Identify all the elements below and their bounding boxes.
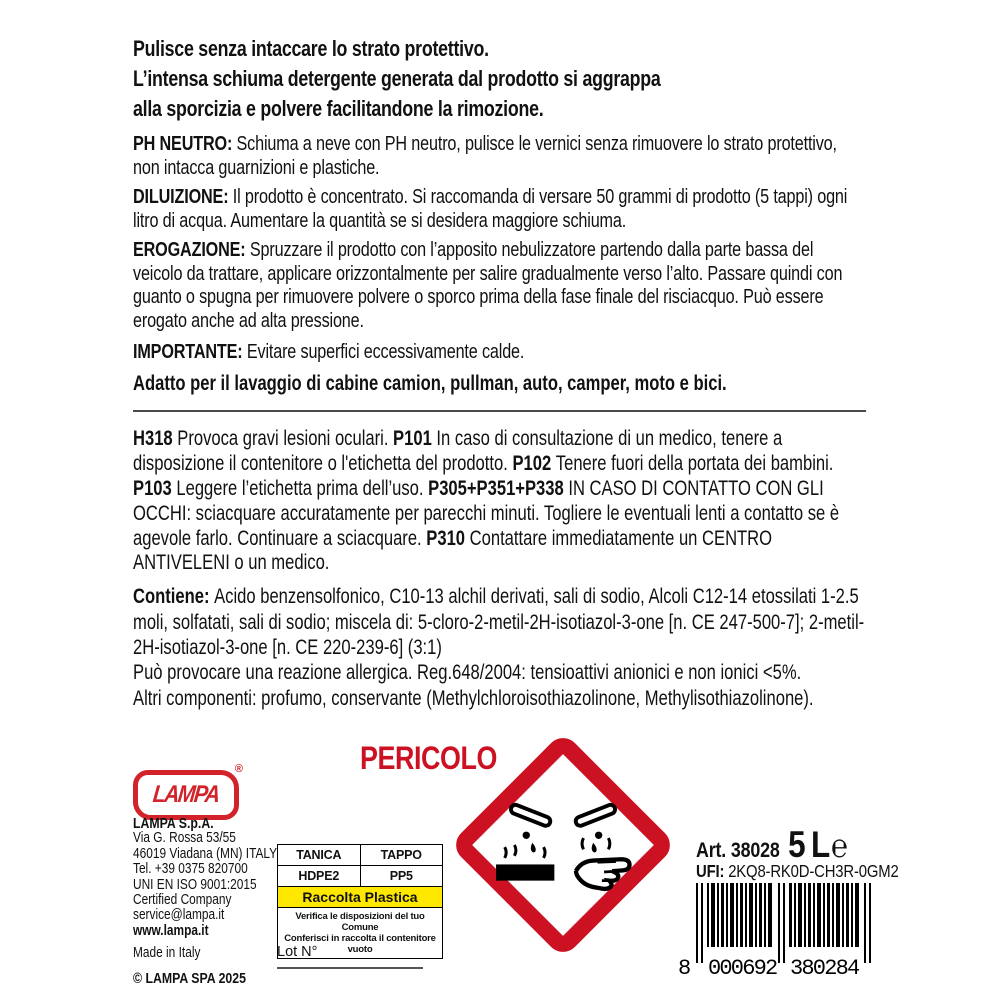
section-divider [133, 410, 866, 412]
barcode-digits-left: 000692 [708, 956, 777, 977]
company-iso: UNI EN ISO 9001:2015 [133, 876, 257, 893]
recycling-note-line-1: Verifica le disposizioni del tuo Comune [295, 911, 425, 933]
article-size-row [696, 824, 848, 866]
estimated-sign-icon: ℮ [831, 827, 848, 864]
lampa-logo-shape [133, 770, 239, 820]
recycling-note-line-2: Conferisci in raccolta il contenitore vuoto [284, 933, 436, 955]
ufi-value: 2KQ8-RK0D-CH3R-0GM2 [724, 861, 899, 881]
paragraph-importante: IMPORTANTE: Evitare superfici eccessivamente calde. [133, 339, 525, 363]
suitability-line: Adatto per il lavaggio di cabine camion, pullman, auto, camper, moto e bici. [133, 372, 727, 396]
net-volume: 5 L [788, 824, 829, 865]
recycling-header-row [278, 845, 442, 866]
paragraph-ph-neutro: PH NEUTRO: Schiuma a neve con PH neutro, pulisce le vernici senza rimuovere lo strato protettivo, non intacca guarnizioni e plastiche. [133, 132, 837, 179]
paragraph-erogazione: EROGAZIONE: Spruzzare il prodotto con l’apposito nebulizzatore partendo dalla parte bassa del veicolo da trattare, applicare orizzontalmente per salire gradualmente verso l’alto. Passare quindi con guanto o spugna per rimuovere polvere o sporco prima della fase finale del risciacquo. Può essere erogato anche ad alta pressione. [133, 237, 843, 332]
intro-line-1: Pulisce senza intaccare lo strato protettivo. [133, 36, 489, 61]
ufi-label: UFI: [696, 861, 725, 881]
allergy-line: Può provocare una reazione allergica. Reg.648/2004: tensioattivi anionici e non ionici <5%. [133, 661, 802, 685]
hazard-statements: H318 Provoca gravi lesioni oculari. P101 In caso di consultazione di un medico, tenere a disposizione il contenitore o l'etichetta del prodotto. P102 Tenere fuori della portata dei bambini. P103 Leggere l’etichetta prima dell’uso. P305+P351+P338 IN CASO DI CONTATTO CON GLI OCCHI: sciacquare accuratamente per parecchi minuti. Togliere le eventuali lenti a contatto se è agevole farlo. Continuare a sciacquare. P310 Contattare immediatamente un CENTRO ANTIVELENI o un medico. [133, 427, 840, 575]
paragraph-diluizione: DILUIZIONE: Il prodotto è concentrato. Si raccomanda di versare 50 grammi di prodotto (5 tappi) ogni litro di acqua. Aumentare la quantità se si desidera maggiore schiuma. [133, 185, 848, 233]
recycling-value-row [278, 866, 442, 887]
recycling-header-tappo: TAPPO [380, 848, 422, 862]
label-text-column [133, 34, 866, 711]
recycling-header-tanica: TANICA [278, 845, 361, 865]
recycling-table [277, 844, 443, 959]
lot-number-field [277, 944, 423, 969]
barcode-digit-lead: 8 [678, 956, 692, 977]
copyright-line: © LAMPA SPA 2025 [133, 969, 246, 987]
company-certified: Certified Company [133, 892, 232, 909]
lampa-logo-text: LAMPA [151, 781, 221, 808]
intro-claim [133, 34, 866, 124]
ghs05-corrosion-icon [455, 737, 671, 953]
barcode-bars [696, 883, 871, 963]
intro-line-3: alla sporcizia e polvere facilitandone la rimozione. [133, 96, 544, 121]
company-address-line: 46019 Viadana (MN) ITALY [133, 845, 278, 862]
recycling-value-hdpe2: HDPE2 [278, 866, 361, 886]
signal-word-pericolo: PERICOLO [360, 740, 498, 776]
registered-trademark-icon: ® [234, 763, 243, 775]
intro-line-2: L’intensa schiuma detergente generata dal prodotto si aggrappa [133, 66, 661, 91]
company-name: LAMPA S.p.A. [133, 815, 214, 832]
barcode-digits-right: 380284 [790, 956, 859, 977]
company-website: www.lampa.it [133, 922, 209, 939]
company-address-line: Via G. Rossa 53/55 [133, 830, 236, 847]
barcode-digits [678, 956, 860, 977]
lot-label: Lot N° [277, 944, 318, 960]
company-email: service@lampa.it [133, 907, 225, 924]
lampa-logo [133, 763, 243, 812]
components-line: Altri componenti: profumo, conservante (Methylchloroisothiazolinone, Methylisothiazolinone). [133, 686, 814, 710]
ufi-code [696, 861, 899, 882]
company-phone: Tel. +39 0375 820700 [133, 861, 248, 878]
recycling-value-pp5: PP5 [389, 869, 413, 883]
ingredients-paragraph: Contiene: Acido benzensolfonico, C10-13 alchil derivati, sali di sodio, Alcoli C12-14 etossilati 1-2.5 moli, solfatati, sali di sodio; miscela di: 5-cloro-2-metil-2H-isotiazol-3-one [n. CE 247-500-7]; 2-metil-2H-isotiazol-3-one [n. CE 220-239-6] (3:1) [133, 585, 865, 659]
ean13-barcode [676, 883, 872, 977]
recycling-banner: Raccolta Plastica [278, 887, 442, 908]
ghs-diamond-border [461, 743, 666, 948]
article-number: Art. 38028 [696, 839, 780, 862]
made-in-italy: Made in Italy [133, 945, 201, 962]
